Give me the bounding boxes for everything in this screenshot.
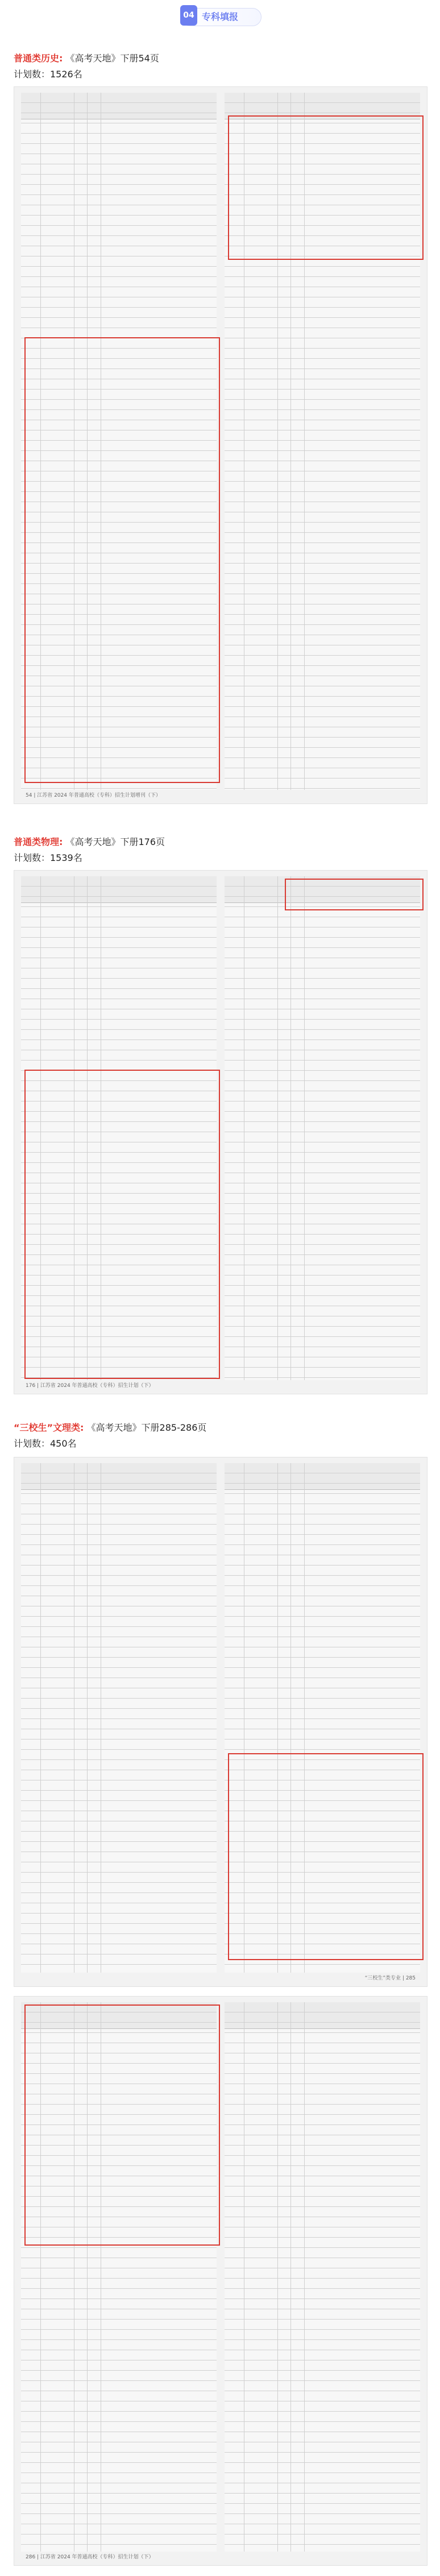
page-footer: 176 | 江苏省 2024 年普通高校（专科）招生计划（下） [26,1383,154,1389]
scanned-page-history [14,86,427,804]
section-label: “三校生”文理类: [14,1422,84,1433]
page-footer: 54 | 江苏省 2024 年普通高校（专科）招生计划增刊（下） [26,793,161,798]
table-column-right [225,876,420,1380]
highlight-box [24,337,220,783]
section-source: 《高考天地》下册176页 [65,836,165,847]
highlight-box [24,2005,220,2246]
page-footer: 286 | 江苏省 2024 年普通高校（专科）招生计划（下） [26,2554,154,2560]
table-column-left [21,1463,217,1973]
highlight-box [285,879,424,910]
plan-count: 计划数：1526名 [14,69,82,80]
page-footer: “三校生”类专业 | 285 [364,1976,416,1981]
highlight-box [228,1753,424,1960]
section-title-sanxiao [14,1422,206,1434]
scanned-page-285 [14,1457,427,1987]
highlight-box [228,115,424,260]
section-source: 《高考天地》下册285-286页 [86,1422,207,1433]
highlight-box [24,1070,220,1379]
scanned-page-physics [14,870,427,1394]
page-header [0,0,440,34]
badge-text: 专科填报 [202,11,239,22]
plan-count: 计划数：450名 [14,1438,77,1449]
section-title-history [14,52,159,65]
badge-number: 04 [180,5,197,26]
table-column-right [225,2002,420,2552]
section-label: 普通类物理: [14,836,63,847]
section-badge [181,8,261,26]
section-source: 《高考天地》下册54页 [65,53,159,64]
section-title-physics [14,836,165,848]
section-label: 普通类历史: [14,53,63,64]
plan-count: 计划数：1539名 [14,852,82,863]
scanned-page-286 [14,1996,427,2566]
